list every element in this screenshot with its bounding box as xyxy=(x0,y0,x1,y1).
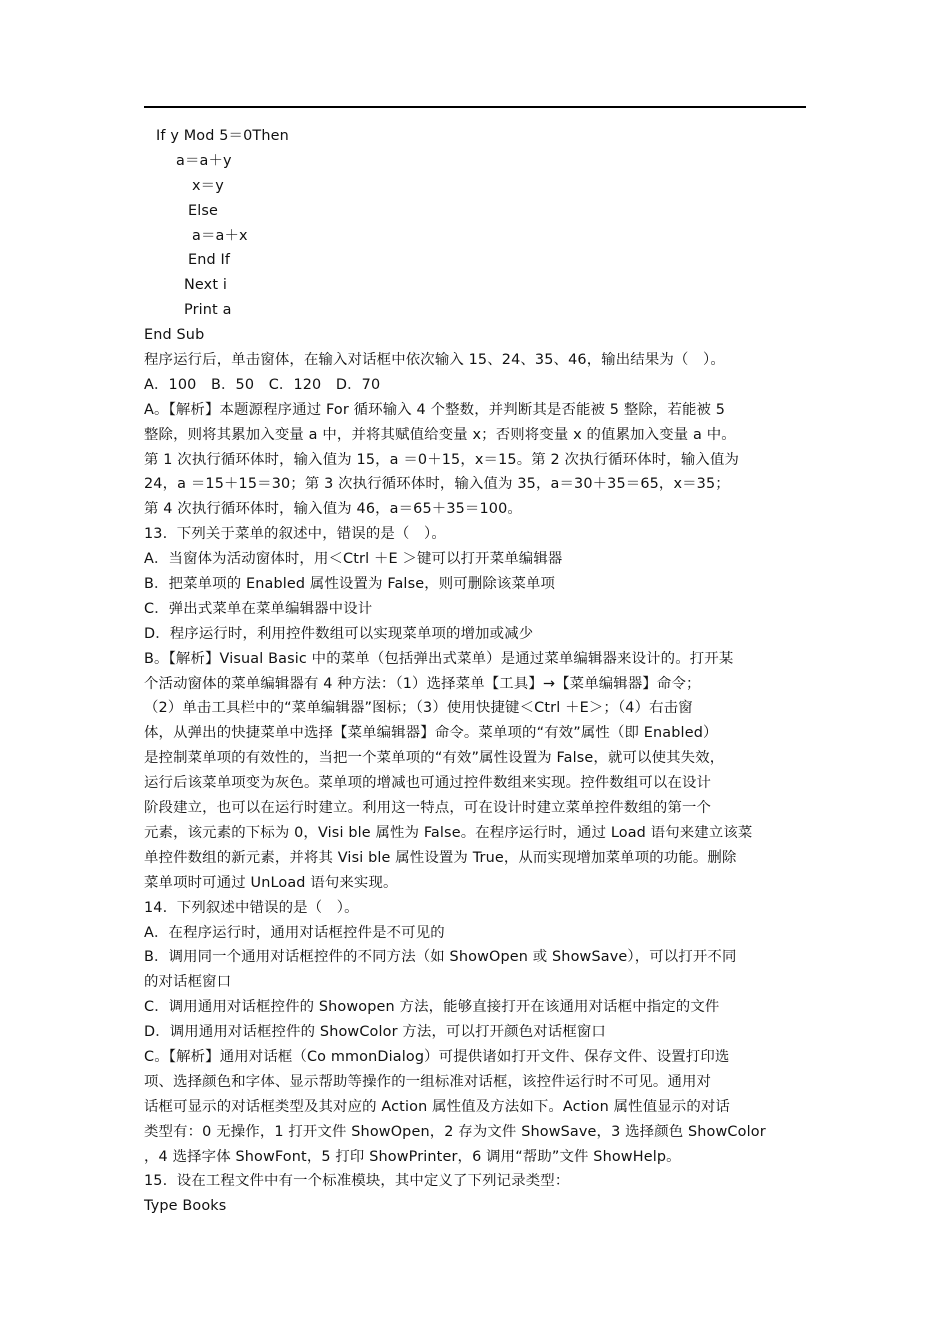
text-line: If y Mod 5＝0Then xyxy=(156,128,289,144)
text-line: 13. 下列关于菜单的叙述中，错误的是（ ）。 xyxy=(144,526,446,543)
text-line: 整除，则将其累加入变量 a 中，并将其赋值给变量 x；否则将变量 x 的值累加入变量 a 中。 xyxy=(144,426,736,443)
text-line: 第 4 次执行循环体时，输入值为 46，a＝65＋35＝100。 xyxy=(144,501,522,518)
text-line: B。【解析】Visual Basic 中的菜单（包括弹出式菜单）是通过菜单编辑器来设计的。打开某 xyxy=(144,650,734,667)
text-line: Next i xyxy=(184,277,227,294)
document-body xyxy=(144,124,808,1219)
text-line: B．把菜单项的 Enabled 属性设置为 False，则可删除该菜单项 xyxy=(144,576,556,593)
text-line: 24，a ＝15＋15＝30；第 3 次执行循环体时，输入值为 35，a＝30＋35＝65，x＝35； xyxy=(144,476,730,493)
text-line: 个活动窗体的菜单编辑器有 4 种方法：（1）选择菜单【工具】→【菜单编辑器】命令； xyxy=(144,675,701,692)
text-line: C．弹出式菜单在菜单编辑器中设计 xyxy=(144,600,373,617)
text-line: 话框可显示的对话框类型及其对应的 Action 属性值及方法如下。Action 属性值显示的对话 xyxy=(144,1098,730,1115)
text-line: End Sub xyxy=(144,327,205,344)
text-line: a＝a＋y xyxy=(176,152,232,169)
text-line: A。【解析】本题源程序通过 For 循环输入 4 个整数，并判断其是否能被 5 整除，若能被 5 xyxy=(144,401,726,418)
text-line: Type Books xyxy=(144,1198,227,1215)
text-line: D．程序运行时，利用控件数组可以实现菜单项的增加或减少 xyxy=(144,625,534,642)
text-line: 第 1 次执行循环体时，输入值为 15，a ＝0＋15，x＝15。第 2 次执行循环体时，输入值为 xyxy=(144,451,740,468)
text-line: End If xyxy=(188,252,231,269)
text-line: 项、选择颜色和字体、显示帮助等操作的一组标准对话框，该控件运行时不可见。通用对 xyxy=(144,1073,712,1090)
text-line: 14. 下列叙述中错误的是（ ）。 xyxy=(144,899,359,916)
header-rule xyxy=(144,106,806,108)
text-line: 阶段建立，也可以在运行时建立。利用这一特点，可在设计时建立菜单控件数组的第一个 xyxy=(144,800,712,817)
text-line: 体，从弹出的快捷菜单中选择【菜单编辑器】命令。菜单项的“有效”属性（即 Enabled） xyxy=(144,725,718,742)
text-line: A．当窗体为活动窗体时，用＜Ctrl ＋E ＞键可以打开菜单编辑器 xyxy=(144,551,563,568)
text-line: Else xyxy=(188,202,219,219)
text-line: 的对话框窗口 xyxy=(144,974,232,991)
text-line: ，4 选择字体 ShowFont，5 打印 ShowPrinter，6 调用“帮助”文件 ShowHelp。 xyxy=(144,1148,681,1165)
text-line: B．调用同一个通用对话框控件的不同方法（如 ShowOpen 或 ShowSave），可以打开不同 xyxy=(144,949,737,966)
text-line: A．在程序运行时，通用对话框控件是不可见的 xyxy=(144,924,445,941)
text-line: （2）单击工具栏中的“菜单编辑器”图标；（3）使用快捷键＜Ctrl ＋E＞；（4）右击窗 xyxy=(144,700,693,717)
text-line: Print a xyxy=(184,302,232,319)
text-line: 15. 设在工程文件中有一个标准模块，其中定义了下列记录类型： xyxy=(144,1173,570,1190)
text-line: 元素，该元素的下标为 0，Visi ble 属性为 False。在程序运行时，通过 Load 语句来建立该菜 xyxy=(144,824,753,841)
text-line: a＝a＋x xyxy=(192,227,248,244)
text-line: D．调用通用对话框控件的 ShowColor 方法，可以打开颜色对话框窗口 xyxy=(144,1024,606,1041)
text-line: 是控制菜单项的有效性的，当把一个菜单项的“有效”属性设置为 False，就可以使其失效， xyxy=(144,750,725,767)
text-line: A．100 B．50 C．120 D．70 xyxy=(144,376,381,393)
text-line: 类型有：0 无操作，1 打开文件 ShowOpen，2 存为文件 ShowSave，3 选择颜色 ShowColor xyxy=(144,1123,766,1140)
text-line: 单控件数组的新元素，并将其 Visi ble 属性设置为 True，从而实现增加菜单项的功能。删除 xyxy=(144,849,737,866)
text-line: C。【解析】通用对话框（Co mmonDialog）可提供诸如打开文件、保存文件、设置打印选 xyxy=(144,1048,730,1065)
text-line: 运行后该菜单项变为灰色。菜单项的增减也可通过控件数组来实现。控件数组可以在设计 xyxy=(144,775,712,792)
text-line: 程序运行后，单击窗体，在输入对话框中依次输入 15、24、35、46，输出结果为（ ）。 xyxy=(144,352,725,369)
text-line: 菜单项时可通过 UnLoad 语句来实现。 xyxy=(144,874,398,891)
text-line: x＝y xyxy=(192,177,224,194)
text-line: C．调用通用对话框控件的 Showopen 方法，能够直接打开在该通用对话框中指定的文件 xyxy=(144,999,720,1016)
